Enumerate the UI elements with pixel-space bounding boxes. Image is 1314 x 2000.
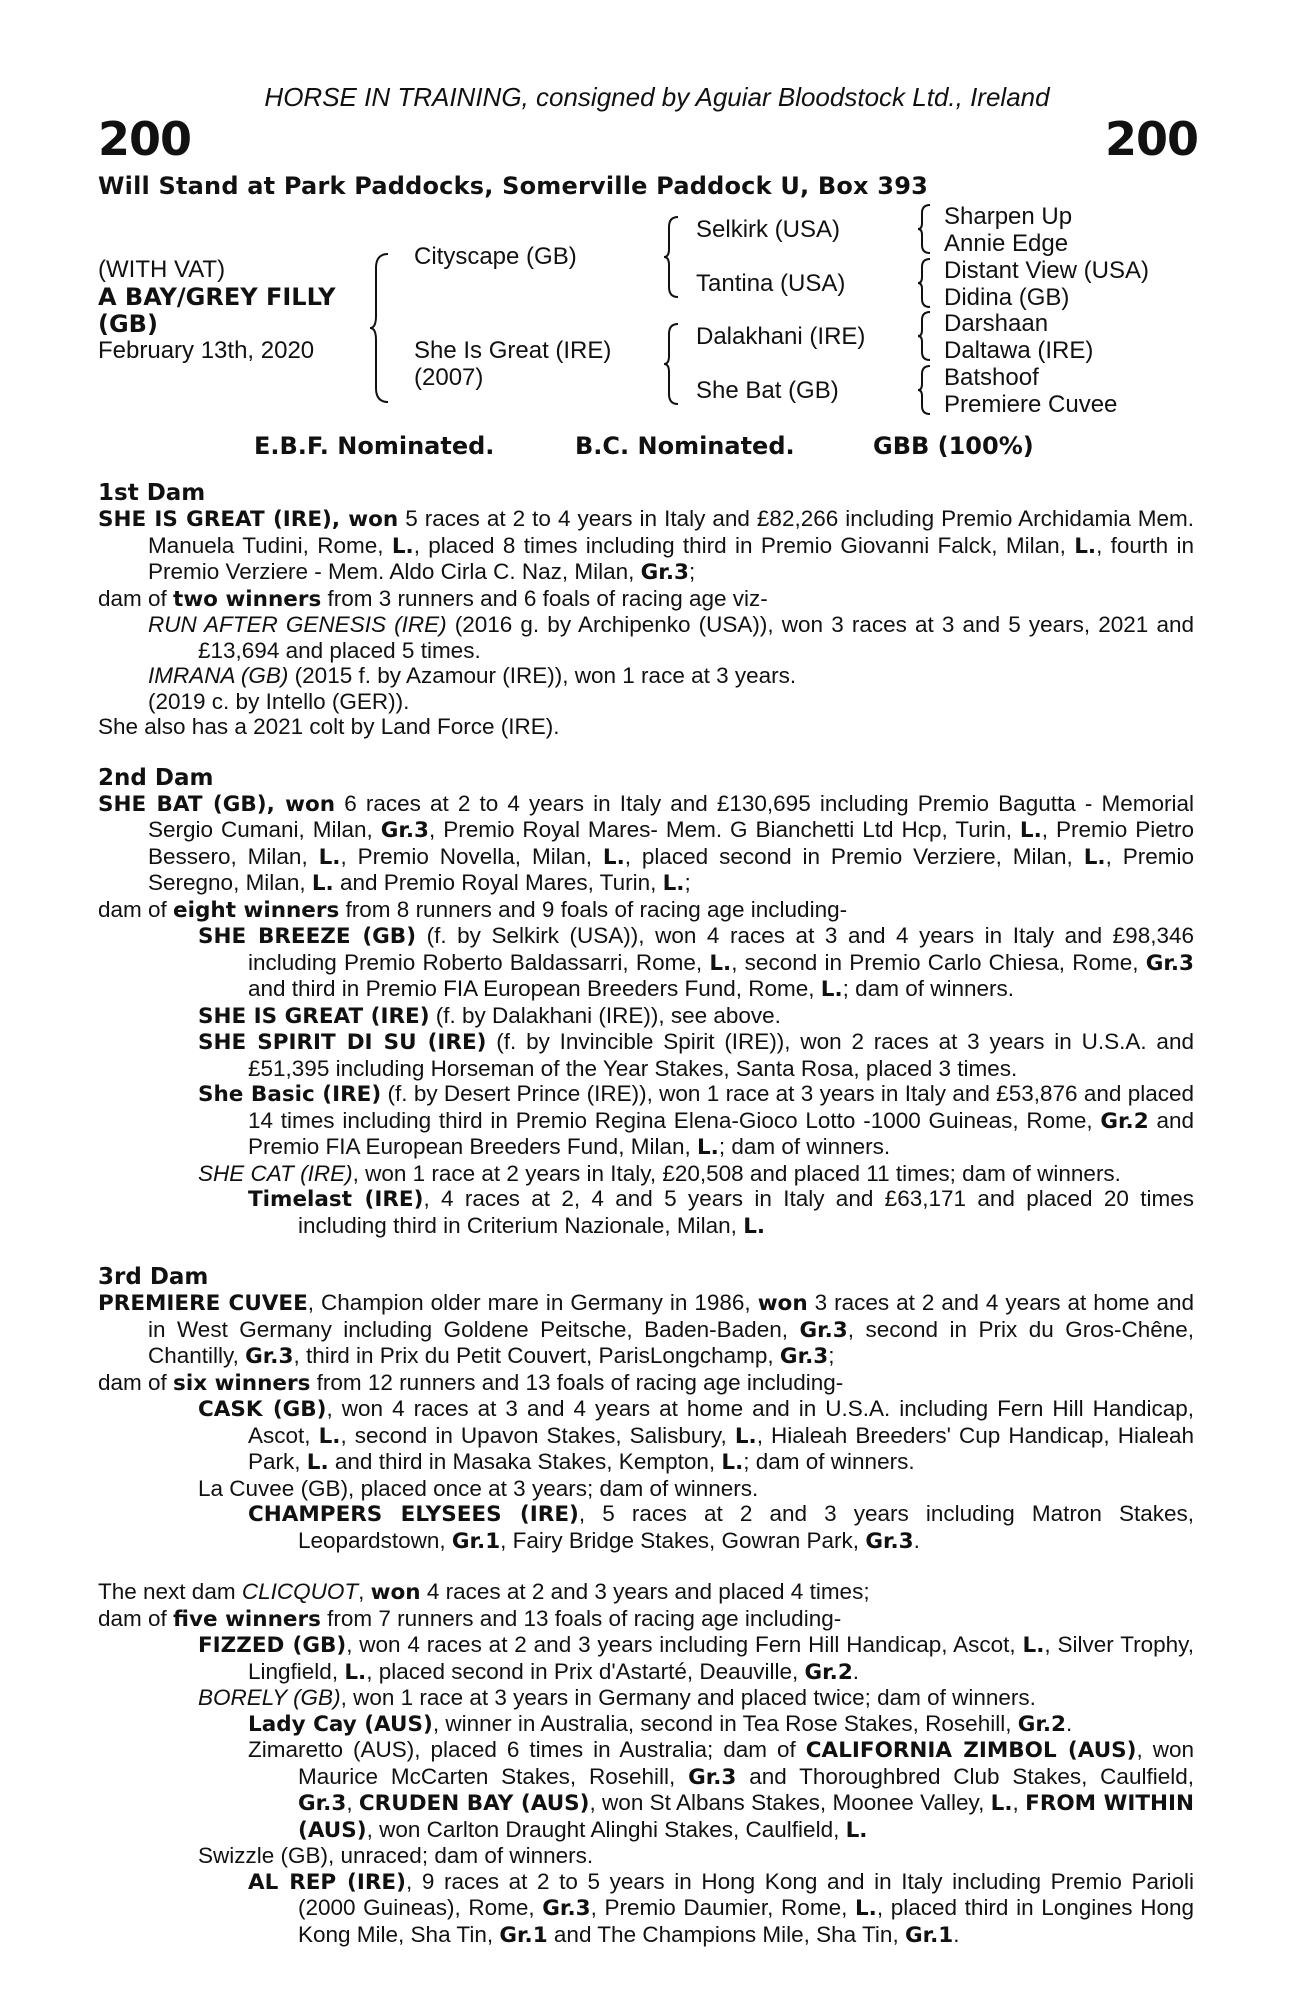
g4-ancestor: Annie Edge [944, 230, 1069, 257]
dam-sire: Dalakhani (IRE) [696, 323, 866, 350]
produce-entry: SHE CAT (IRE), won 1 race at 2 years in Italy, £20,508 and placed 11 times; dam of winners. [198, 1160, 1121, 1186]
g4-ancestor: Batshoof [944, 364, 1039, 391]
third-dam-record: PREMIERE CUVEE, Champion older mare in Germany in 1986, won 3 races at 2 and 4 years at home and in West Germany including Goldene Peitsche, Baden-Baden, Gr.3, second in Prix du Gros-Chêne, Chantilly, Gr.3, third in Prix du Petit Couvert, ParisLongchamp, Gr.3; [98, 1290, 1195, 1369]
produce-entry: SHE BREEZE (GB) (f. by Selkirk (USA)), won 4 races at 3 and 4 years in Italy and £98,346 including Premio Roberto Baldassarri, Rome, L., second in Premio Carlo Chiesa, Rome, Gr.3 and third in Premio FIA European Breeders Fund, Rome, L.; dam of winners. [198, 923, 1195, 1002]
produce-entry: SHE SPIRIT DI SU (IRE) (f. by Invincible Spirit (IRE)), won 2 races at 3 years in U.S.A. and £51,395 including Horseman of the Year Stakes, Santa Rosa, placed 3 times. [198, 1029, 1194, 1081]
pedigree-brace-sire [662, 215, 680, 299]
sire: Cityscape (GB) [414, 243, 577, 270]
brace-g4-3 [916, 310, 932, 362]
produce-entry: CASK (GB), won 4 races at 3 and 4 years at home and in U.S.A. including Fern Hill Handicap, Ascot, L., second in Upavon Stakes, Salisbury, L., Hialeah Breeders' Cup Handicap, Hialeah Park, L. and third in Masaka Stakes, Kempton, L.; dam of winners. [198, 1396, 1194, 1475]
produce-entry: BORELY (GB), won 1 race at 3 years in Germany and placed twice; dam of winners. [198, 1685, 1036, 1710]
third-dam-produce: dam of six winners from 12 runners and 13 foals of racing age including- [98, 1369, 844, 1396]
first-dam-heading: 1st Dam [98, 480, 206, 506]
second-dam-heading: 2nd Dam [98, 764, 214, 791]
third-dam-heading: 3rd Dam [98, 1264, 209, 1290]
produce-entry: SHE IS GREAT (IRE) (f. by Dalakhani (IRE)), see above. [198, 1002, 781, 1029]
produce-entry: IMRANA (GB) (2015 f. by Azamour (IRE)), won 1 race at 3 years. [148, 663, 797, 688]
next-dam-record: The next dam CLICQUOT, won 4 races at 2 and 3 years and placed 4 times; [98, 1579, 870, 1605]
pedigree-brace-dam [662, 322, 680, 406]
produce-entry: La Cuvee (GB), placed once at 3 years; dam of winners. [198, 1475, 759, 1501]
bc-nomination: B.C. Nominated. [575, 432, 795, 460]
g4-ancestor: Distant View (USA) [944, 257, 1149, 284]
first-dam-produce: dam of two winners from 3 runners and 6 foals of racing age viz- [98, 585, 768, 612]
sire-sire: Selkirk (USA) [696, 216, 841, 243]
g4-ancestor: Didina (GB) [944, 284, 1070, 311]
produce-entry: FIZZED (GB), won 4 races at 2 and 3 years including Fern Hill Handicap, Ascot, L., Silver Trophy, Lingfield, L., placed second in Prix d'Astarté, Deauville, Gr.2. [198, 1632, 1194, 1685]
horse-description: A BAY/GREY FILLY [98, 283, 336, 311]
produce-record [98, 480, 1194, 1948]
second-dam-record: SHE BAT (GB), won 6 races at 2 to 4 years in Italy and £130,695 including Premio Bagutta - Memorial Sergio Cumani, Milan, Gr.3, Premio Royal Mares- Mem. G Bianchetti Ltd Hcp, Turin, L., Premio Pietro Bessero, Milan, L., Premio Novella, Milan, L., placed second in Premio Verziere, Milan, L., Premio Seregno, Milan, L. and Premio Royal Mares, Turin, L.; [98, 790, 1194, 896]
g4-ancestor: Darshaan [944, 310, 1049, 337]
lot-number-left: 200 [98, 112, 192, 166]
g4-ancestor: Sharpen Up [944, 203, 1073, 230]
dam-year: (2007) [414, 364, 484, 391]
second-dam-produce: dam of eight winners from 8 runners and 9 foals of racing age including- [98, 896, 848, 923]
g4-ancestor: Premiere Cuvee [944, 391, 1118, 418]
next-dam-produce: dam of five winners from 7 runners and 13 foals of racing age including- [98, 1605, 842, 1632]
gbb-status: GBB (100%) [873, 432, 1034, 460]
pedigree-brace-main [368, 252, 390, 404]
foaling-date: February 13th, 2020 [98, 337, 315, 364]
produce-entry: She Basic (IRE) (f. by Desert Prince (IRE)), won 1 race at 3 years in Italy and £53,876 and placed 14 times including third in Premio Regina Elena-Gioco Lotto -1000 Guineas, Rome, Gr.2 and Premio FIA European Breeders Fund, Milan, L.; dam of winners. [198, 1081, 1194, 1160]
sire-dam: Tantina (USA) [696, 270, 846, 297]
g4-ancestor: Daltawa (IRE) [944, 337, 1094, 364]
brace-g4-1 [916, 203, 932, 255]
dam: She Is Great (IRE) [414, 337, 612, 364]
produce-entry: Zimaretto (AUS), placed 6 times in Australia; dam of CALIFORNIA ZIMBOL (AUS), won Maurice McCarten Stakes, Rosehill, Gr.3 and Thoroughbred Club Stakes, Caulfield, Gr.3, CRUDEN BAY (AUS), won St Albans Stakes, Moonee Valley, L., FROM WITHIN (AUS), won Carlton Draught Alinghi Stakes, Caulfield, L. [248, 1737, 1195, 1843]
produce-note: She also has a 2021 colt by Land Force (IRE). [98, 714, 560, 739]
produce-entry: CHAMPERS ELYSEES (IRE), 5 races at 2 and 3 years including Matron Stakes, Leopardstown, Gr.1, Fairy Bridge Stakes, Gowran Park, Gr.3. [248, 1501, 1195, 1554]
ebf-nomination: E.B.F. Nominated. [254, 432, 495, 460]
produce-entry: AL REP (IRE), 9 races at 2 to 5 years in Hong Kong and in Italy including Premio Parioli (2000 Guineas), Rome, Gr.3, Premio Daumier, Rome, L., placed third in Longines Hong Kong Mile, Sha Tin, Gr.1 and The Champions Mile, Sha Tin, Gr.1. [248, 1868, 1194, 1948]
horse-origin: (GB) [98, 310, 158, 338]
produce-entry: Lady Cay (AUS), winner in Australia, second in Tea Rose Stakes, Rosehill, Gr.2. [248, 1710, 1073, 1737]
lot-number-right: 200 [1104, 112, 1198, 166]
brace-g4-4 [916, 364, 932, 416]
brace-g4-2 [916, 257, 932, 309]
consignor-header: HORSE IN TRAINING, consigned by Aguiar Bloodstock Ltd., Ireland [264, 82, 1050, 112]
produce-entry: RUN AFTER GENESIS (IRE) (2016 g. by Archipenko (USA)), won 3 races at 3 and 5 years, 2021 and £13,694 and placed 5 times. [148, 612, 1194, 663]
produce-entry: Swizzle (GB), unraced; dam of winners. [198, 1843, 594, 1868]
stand-location: Will Stand at Park Paddocks, Somerville Paddock U, Box 393 [98, 172, 928, 200]
dam-dam: She Bat (GB) [696, 377, 839, 404]
produce-entry: Timelast (IRE), 4 races at 2, 4 and 5 years in Italy and £63,171 and placed 20 times including third in Criterium Nazionale, Milan, L. [248, 1186, 1194, 1239]
first-dam-record: SHE IS GREAT (IRE), won 5 races at 2 to 4 years in Italy and £82,266 including Premio Archidamia Mem. Manuela Tudini, Rome, L., placed 8 times including third in Premio Giovanni Falck, Milan, L., fourth in Premio Verziere - Mem. Aldo Cirla C. Naz, Milan, Gr.3; [98, 506, 1195, 585]
vat-note: (WITH VAT) [98, 256, 226, 283]
produce-entry: (2019 c. by Intello (GER)). [148, 688, 410, 714]
